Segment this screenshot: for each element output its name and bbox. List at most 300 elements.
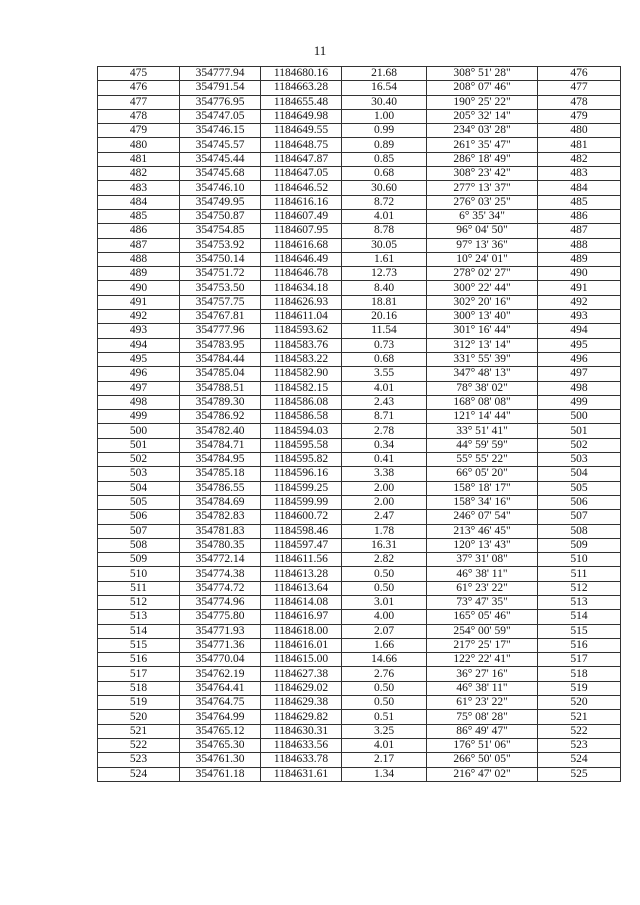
x-coordinate-cell: 354771.93: [180, 624, 261, 638]
y-coordinate-cell: 1184626.93: [261, 295, 342, 309]
next-point-cell: 486: [538, 209, 621, 223]
x-coordinate-cell: 354780.35: [180, 538, 261, 552]
next-point-cell: 493: [538, 310, 621, 324]
table-row: [98, 510, 621, 524]
next-point-cell: 478: [538, 95, 621, 109]
next-point-cell: 521: [538, 710, 621, 724]
length-cell: 0.51: [342, 710, 427, 724]
direction-angle-cell: 308° 23' 42": [427, 167, 538, 181]
x-coordinate-cell: 354753.92: [180, 238, 261, 252]
point-number-cell: 480: [98, 138, 180, 152]
length-cell: 4.01: [342, 738, 427, 752]
next-point-cell: 501: [538, 424, 621, 438]
table-row: [98, 181, 621, 195]
x-coordinate-cell: 354791.54: [180, 81, 261, 95]
point-number-cell: 519: [98, 696, 180, 710]
length-cell: 16.54: [342, 81, 427, 95]
point-number-cell: 511: [98, 581, 180, 595]
direction-angle-cell: 10° 24' 01": [427, 252, 538, 266]
coordinates-table: [97, 66, 621, 782]
x-coordinate-cell: 354782.83: [180, 510, 261, 524]
direction-angle-cell: 66° 05' 20": [427, 467, 538, 481]
point-number-cell: 478: [98, 109, 180, 123]
x-coordinate-cell: 354774.72: [180, 581, 261, 595]
length-cell: 2.00: [342, 481, 427, 495]
x-coordinate-cell: 354784.71: [180, 438, 261, 452]
y-coordinate-cell: 1184599.25: [261, 481, 342, 495]
table-row: [98, 109, 621, 123]
length-cell: 0.50: [342, 696, 427, 710]
direction-angle-cell: 6° 35' 34": [427, 209, 538, 223]
y-coordinate-cell: 1184583.22: [261, 352, 342, 366]
x-coordinate-cell: 354767.81: [180, 310, 261, 324]
table-row: [98, 595, 621, 609]
point-number-cell: 513: [98, 610, 180, 624]
table-row: [98, 624, 621, 638]
table-row: [98, 710, 621, 724]
point-number-cell: 503: [98, 467, 180, 481]
point-number-cell: 501: [98, 438, 180, 452]
y-coordinate-cell: 1184647.05: [261, 167, 342, 181]
x-coordinate-cell: 354765.12: [180, 724, 261, 738]
y-coordinate-cell: 1184663.28: [261, 81, 342, 95]
point-number-cell: 509: [98, 553, 180, 567]
next-point-cell: 523: [538, 738, 621, 752]
x-coordinate-cell: 354750.14: [180, 252, 261, 266]
next-point-cell: 495: [538, 338, 621, 352]
table-row: [98, 467, 621, 481]
next-point-cell: 498: [538, 381, 621, 395]
table-row: [98, 610, 621, 624]
y-coordinate-cell: 1184630.31: [261, 724, 342, 738]
length-cell: 16.31: [342, 538, 427, 552]
y-coordinate-cell: 1184618.00: [261, 624, 342, 638]
point-number-cell: 488: [98, 252, 180, 266]
x-coordinate-cell: 354762.19: [180, 667, 261, 681]
length-cell: 1.00: [342, 109, 427, 123]
direction-angle-cell: 308° 51' 28": [427, 67, 538, 81]
next-point-cell: 481: [538, 138, 621, 152]
table-row: [98, 81, 621, 95]
next-point-cell: 504: [538, 467, 621, 481]
y-coordinate-cell: 1184614.08: [261, 595, 342, 609]
length-cell: 1.61: [342, 252, 427, 266]
length-cell: 0.73: [342, 338, 427, 352]
y-coordinate-cell: 1184649.98: [261, 109, 342, 123]
x-coordinate-cell: 354746.10: [180, 181, 261, 195]
direction-angle-cell: 213° 46' 45": [427, 524, 538, 538]
y-coordinate-cell: 1184616.01: [261, 638, 342, 652]
next-point-cell: 479: [538, 109, 621, 123]
point-number-cell: 475: [98, 67, 180, 81]
y-coordinate-cell: 1184616.16: [261, 195, 342, 209]
point-number-cell: 483: [98, 181, 180, 195]
y-coordinate-cell: 1184598.46: [261, 524, 342, 538]
direction-angle-cell: 36° 27' 16": [427, 667, 538, 681]
x-coordinate-cell: 354788.51: [180, 381, 261, 395]
table-row: [98, 410, 621, 424]
x-coordinate-cell: 354774.96: [180, 595, 261, 609]
length-cell: 0.89: [342, 138, 427, 152]
y-coordinate-cell: 1184583.76: [261, 338, 342, 352]
direction-angle-cell: 46° 38' 11": [427, 681, 538, 695]
y-coordinate-cell: 1184613.64: [261, 581, 342, 595]
point-number-cell: 476: [98, 81, 180, 95]
direction-angle-cell: 176° 51' 06": [427, 738, 538, 752]
direction-angle-cell: 158° 34' 16": [427, 495, 538, 509]
next-point-cell: 525: [538, 767, 621, 781]
length-cell: 8.40: [342, 281, 427, 295]
direction-angle-cell: 86° 49' 47": [427, 724, 538, 738]
table-row: [98, 281, 621, 295]
length-cell: 3.55: [342, 367, 427, 381]
y-coordinate-cell: 1184647.87: [261, 152, 342, 166]
point-number-cell: 498: [98, 395, 180, 409]
point-number-cell: 514: [98, 624, 180, 638]
y-coordinate-cell: 1184586.58: [261, 410, 342, 424]
y-coordinate-cell: 1184648.75: [261, 138, 342, 152]
next-point-cell: 492: [538, 295, 621, 309]
table-row: [98, 267, 621, 281]
direction-angle-cell: 300° 13' 40": [427, 310, 538, 324]
next-point-cell: 524: [538, 753, 621, 767]
y-coordinate-cell: 1184646.52: [261, 181, 342, 195]
point-number-cell: 484: [98, 195, 180, 209]
next-point-cell: 507: [538, 510, 621, 524]
y-coordinate-cell: 1184646.49: [261, 252, 342, 266]
next-point-cell: 522: [538, 724, 621, 738]
table-row: [98, 238, 621, 252]
x-coordinate-cell: 354764.99: [180, 710, 261, 724]
y-coordinate-cell: 1184629.02: [261, 681, 342, 695]
direction-angle-cell: 158° 18' 17": [427, 481, 538, 495]
length-cell: 4.00: [342, 610, 427, 624]
direction-angle-cell: 246° 07' 54": [427, 510, 538, 524]
direction-angle-cell: 300° 22' 44": [427, 281, 538, 295]
length-cell: 18.81: [342, 295, 427, 309]
table-row: [98, 310, 621, 324]
direction-angle-cell: 73° 47' 35": [427, 595, 538, 609]
point-number-cell: 494: [98, 338, 180, 352]
y-coordinate-cell: 1184586.08: [261, 395, 342, 409]
next-point-cell: 494: [538, 324, 621, 338]
direction-angle-cell: 277° 13' 37": [427, 181, 538, 195]
point-number-cell: 481: [98, 152, 180, 166]
length-cell: 1.34: [342, 767, 427, 781]
x-coordinate-cell: 354761.30: [180, 753, 261, 767]
point-number-cell: 497: [98, 381, 180, 395]
point-number-cell: 516: [98, 653, 180, 667]
next-point-cell: 518: [538, 667, 621, 681]
x-coordinate-cell: 354782.40: [180, 424, 261, 438]
x-coordinate-cell: 354753.50: [180, 281, 261, 295]
y-coordinate-cell: 1184633.56: [261, 738, 342, 752]
y-coordinate-cell: 1184633.78: [261, 753, 342, 767]
direction-angle-cell: 61° 23' 22": [427, 696, 538, 710]
length-cell: 2.17: [342, 753, 427, 767]
x-coordinate-cell: 354745.68: [180, 167, 261, 181]
y-coordinate-cell: 1184594.03: [261, 424, 342, 438]
next-point-cell: 516: [538, 638, 621, 652]
length-cell: 30.05: [342, 238, 427, 252]
length-cell: 2.82: [342, 553, 427, 567]
next-point-cell: 497: [538, 367, 621, 381]
point-number-cell: 507: [98, 524, 180, 538]
point-number-cell: 518: [98, 681, 180, 695]
table-row: [98, 209, 621, 223]
next-point-cell: 512: [538, 581, 621, 595]
point-number-cell: 487: [98, 238, 180, 252]
y-coordinate-cell: 1184595.82: [261, 453, 342, 467]
length-cell: 21.68: [342, 67, 427, 81]
y-coordinate-cell: 1184615.00: [261, 653, 342, 667]
direction-angle-cell: 120° 13' 43": [427, 538, 538, 552]
next-point-cell: 515: [538, 624, 621, 638]
y-coordinate-cell: 1184646.78: [261, 267, 342, 281]
x-coordinate-cell: 354751.72: [180, 267, 261, 281]
x-coordinate-cell: 354746.15: [180, 124, 261, 138]
point-number-cell: 521: [98, 724, 180, 738]
y-coordinate-cell: 1184582.90: [261, 367, 342, 381]
table-row: [98, 381, 621, 395]
x-coordinate-cell: 354749.95: [180, 195, 261, 209]
point-number-cell: 482: [98, 167, 180, 181]
x-coordinate-cell: 354786.92: [180, 410, 261, 424]
x-coordinate-cell: 354774.38: [180, 567, 261, 581]
length-cell: 30.40: [342, 95, 427, 109]
point-number-cell: 500: [98, 424, 180, 438]
next-point-cell: 482: [538, 152, 621, 166]
point-number-cell: 502: [98, 453, 180, 467]
x-coordinate-cell: 354754.85: [180, 224, 261, 238]
x-coordinate-cell: 354764.41: [180, 681, 261, 695]
y-coordinate-cell: 1184596.16: [261, 467, 342, 481]
table-row: [98, 152, 621, 166]
y-coordinate-cell: 1184611.56: [261, 553, 342, 567]
direction-angle-cell: 165° 05' 46": [427, 610, 538, 624]
table-row: [98, 95, 621, 109]
length-cell: 8.72: [342, 195, 427, 209]
table-row: [98, 524, 621, 538]
length-cell: 4.01: [342, 381, 427, 395]
table-row: [98, 67, 621, 81]
direction-angle-cell: 331° 55' 39": [427, 352, 538, 366]
table-row: [98, 124, 621, 138]
next-point-cell: 499: [538, 395, 621, 409]
direction-angle-cell: 266° 50' 05": [427, 753, 538, 767]
table-row: [98, 495, 621, 509]
direction-angle-cell: 33° 51' 41": [427, 424, 538, 438]
length-cell: 0.68: [342, 352, 427, 366]
x-coordinate-cell: 354786.55: [180, 481, 261, 495]
x-coordinate-cell: 354777.94: [180, 67, 261, 81]
point-number-cell: 512: [98, 595, 180, 609]
x-coordinate-cell: 354747.05: [180, 109, 261, 123]
point-number-cell: 504: [98, 481, 180, 495]
y-coordinate-cell: 1184607.49: [261, 209, 342, 223]
table-row: [98, 753, 621, 767]
length-cell: 2.43: [342, 395, 427, 409]
point-number-cell: 490: [98, 281, 180, 295]
direction-angle-cell: 217° 25' 17": [427, 638, 538, 652]
table-row: [98, 324, 621, 338]
x-coordinate-cell: 354745.44: [180, 152, 261, 166]
next-point-cell: 506: [538, 495, 621, 509]
table-row: [98, 638, 621, 652]
direction-angle-cell: 37° 31' 08": [427, 553, 538, 567]
length-cell: 0.99: [342, 124, 427, 138]
table-row: [98, 395, 621, 409]
x-coordinate-cell: 354772.14: [180, 553, 261, 567]
y-coordinate-cell: 1184631.61: [261, 767, 342, 781]
length-cell: 8.71: [342, 410, 427, 424]
table-row: [98, 352, 621, 366]
x-coordinate-cell: 354764.75: [180, 696, 261, 710]
table-row: [98, 681, 621, 695]
table-row: [98, 538, 621, 552]
length-cell: 14.66: [342, 653, 427, 667]
x-coordinate-cell: 354745.57: [180, 138, 261, 152]
direction-angle-cell: 208° 07' 46": [427, 81, 538, 95]
point-number-cell: 491: [98, 295, 180, 309]
direction-angle-cell: 75° 08' 28": [427, 710, 538, 724]
y-coordinate-cell: 1184680.16: [261, 67, 342, 81]
y-coordinate-cell: 1184611.04: [261, 310, 342, 324]
table-row: [98, 567, 621, 581]
next-point-cell: 513: [538, 595, 621, 609]
table-row: [98, 195, 621, 209]
next-point-cell: 489: [538, 252, 621, 266]
length-cell: 2.00: [342, 495, 427, 509]
direction-angle-cell: 261° 35' 47": [427, 138, 538, 152]
direction-angle-cell: 301° 16' 44": [427, 324, 538, 338]
table-row: [98, 724, 621, 738]
direction-angle-cell: 168° 08' 08": [427, 395, 538, 409]
next-point-cell: 503: [538, 453, 621, 467]
y-coordinate-cell: 1184599.99: [261, 495, 342, 509]
direction-angle-cell: 216° 47' 02": [427, 767, 538, 781]
y-coordinate-cell: 1184627.38: [261, 667, 342, 681]
length-cell: 0.34: [342, 438, 427, 452]
point-number-cell: 508: [98, 538, 180, 552]
direction-angle-cell: 96° 04' 50": [427, 224, 538, 238]
direction-angle-cell: 312° 13' 14": [427, 338, 538, 352]
next-point-cell: 502: [538, 438, 621, 452]
table-row: [98, 767, 621, 781]
length-cell: 2.76: [342, 667, 427, 681]
direction-angle-cell: 205° 32' 14": [427, 109, 538, 123]
direction-angle-cell: 122° 22' 41": [427, 653, 538, 667]
length-cell: 0.41: [342, 453, 427, 467]
length-cell: 2.47: [342, 510, 427, 524]
direction-angle-cell: 55° 55' 22": [427, 453, 538, 467]
length-cell: 2.78: [342, 424, 427, 438]
table-row: [98, 667, 621, 681]
point-number-cell: 506: [98, 510, 180, 524]
x-coordinate-cell: 354784.44: [180, 352, 261, 366]
length-cell: 4.01: [342, 209, 427, 223]
next-point-cell: 491: [538, 281, 621, 295]
next-point-cell: 484: [538, 181, 621, 195]
y-coordinate-cell: 1184593.62: [261, 324, 342, 338]
x-coordinate-cell: 354781.83: [180, 524, 261, 538]
direction-angle-cell: 278° 02' 27": [427, 267, 538, 281]
direction-angle-cell: 97° 13' 36": [427, 238, 538, 252]
point-number-cell: 495: [98, 352, 180, 366]
table-row: [98, 481, 621, 495]
direction-angle-cell: 254° 00' 59": [427, 624, 538, 638]
length-cell: 0.50: [342, 567, 427, 581]
direction-angle-cell: 276° 03' 25": [427, 195, 538, 209]
length-cell: 20.16: [342, 310, 427, 324]
length-cell: 11.54: [342, 324, 427, 338]
length-cell: 12.73: [342, 267, 427, 281]
table-row: [98, 224, 621, 238]
next-point-cell: 508: [538, 524, 621, 538]
next-point-cell: 477: [538, 81, 621, 95]
next-point-cell: 509: [538, 538, 621, 552]
point-number-cell: 486: [98, 224, 180, 238]
x-coordinate-cell: 354757.75: [180, 295, 261, 309]
direction-angle-cell: 347° 48' 13": [427, 367, 538, 381]
length-cell: 0.68: [342, 167, 427, 181]
x-coordinate-cell: 354784.69: [180, 495, 261, 509]
length-cell: 0.85: [342, 152, 427, 166]
point-number-cell: 515: [98, 638, 180, 652]
point-number-cell: 492: [98, 310, 180, 324]
next-point-cell: 496: [538, 352, 621, 366]
length-cell: 0.50: [342, 581, 427, 595]
point-number-cell: 489: [98, 267, 180, 281]
length-cell: 1.78: [342, 524, 427, 538]
y-coordinate-cell: 1184607.95: [261, 224, 342, 238]
y-coordinate-cell: 1184613.28: [261, 567, 342, 581]
page-number: 11: [313, 43, 327, 58]
table-row: [98, 367, 621, 381]
x-coordinate-cell: 354770.04: [180, 653, 261, 667]
next-point-cell: 517: [538, 653, 621, 667]
length-cell: 2.07: [342, 624, 427, 638]
y-coordinate-cell: 1184600.72: [261, 510, 342, 524]
table-row: [98, 167, 621, 181]
point-number-cell: 524: [98, 767, 180, 781]
table-row: [98, 653, 621, 667]
next-point-cell: 485: [538, 195, 621, 209]
next-point-cell: 476: [538, 67, 621, 81]
direction-angle-cell: 44° 59' 59": [427, 438, 538, 452]
direction-angle-cell: 46° 38' 11": [427, 567, 538, 581]
x-coordinate-cell: 354789.30: [180, 395, 261, 409]
length-cell: 3.38: [342, 467, 427, 481]
point-number-cell: 499: [98, 410, 180, 424]
y-coordinate-cell: 1184634.18: [261, 281, 342, 295]
length-cell: 3.01: [342, 595, 427, 609]
table-row: [98, 453, 621, 467]
length-cell: 0.50: [342, 681, 427, 695]
next-point-cell: 480: [538, 124, 621, 138]
direction-angle-cell: 121° 14' 44": [427, 410, 538, 424]
table-row: [98, 696, 621, 710]
point-number-cell: 505: [98, 495, 180, 509]
x-coordinate-cell: 354775.80: [180, 610, 261, 624]
table-row: [98, 252, 621, 266]
point-number-cell: 522: [98, 738, 180, 752]
y-coordinate-cell: 1184655.48: [261, 95, 342, 109]
length-cell: 1.66: [342, 638, 427, 652]
table-row: [98, 138, 621, 152]
table-row: [98, 338, 621, 352]
table-row: [98, 438, 621, 452]
